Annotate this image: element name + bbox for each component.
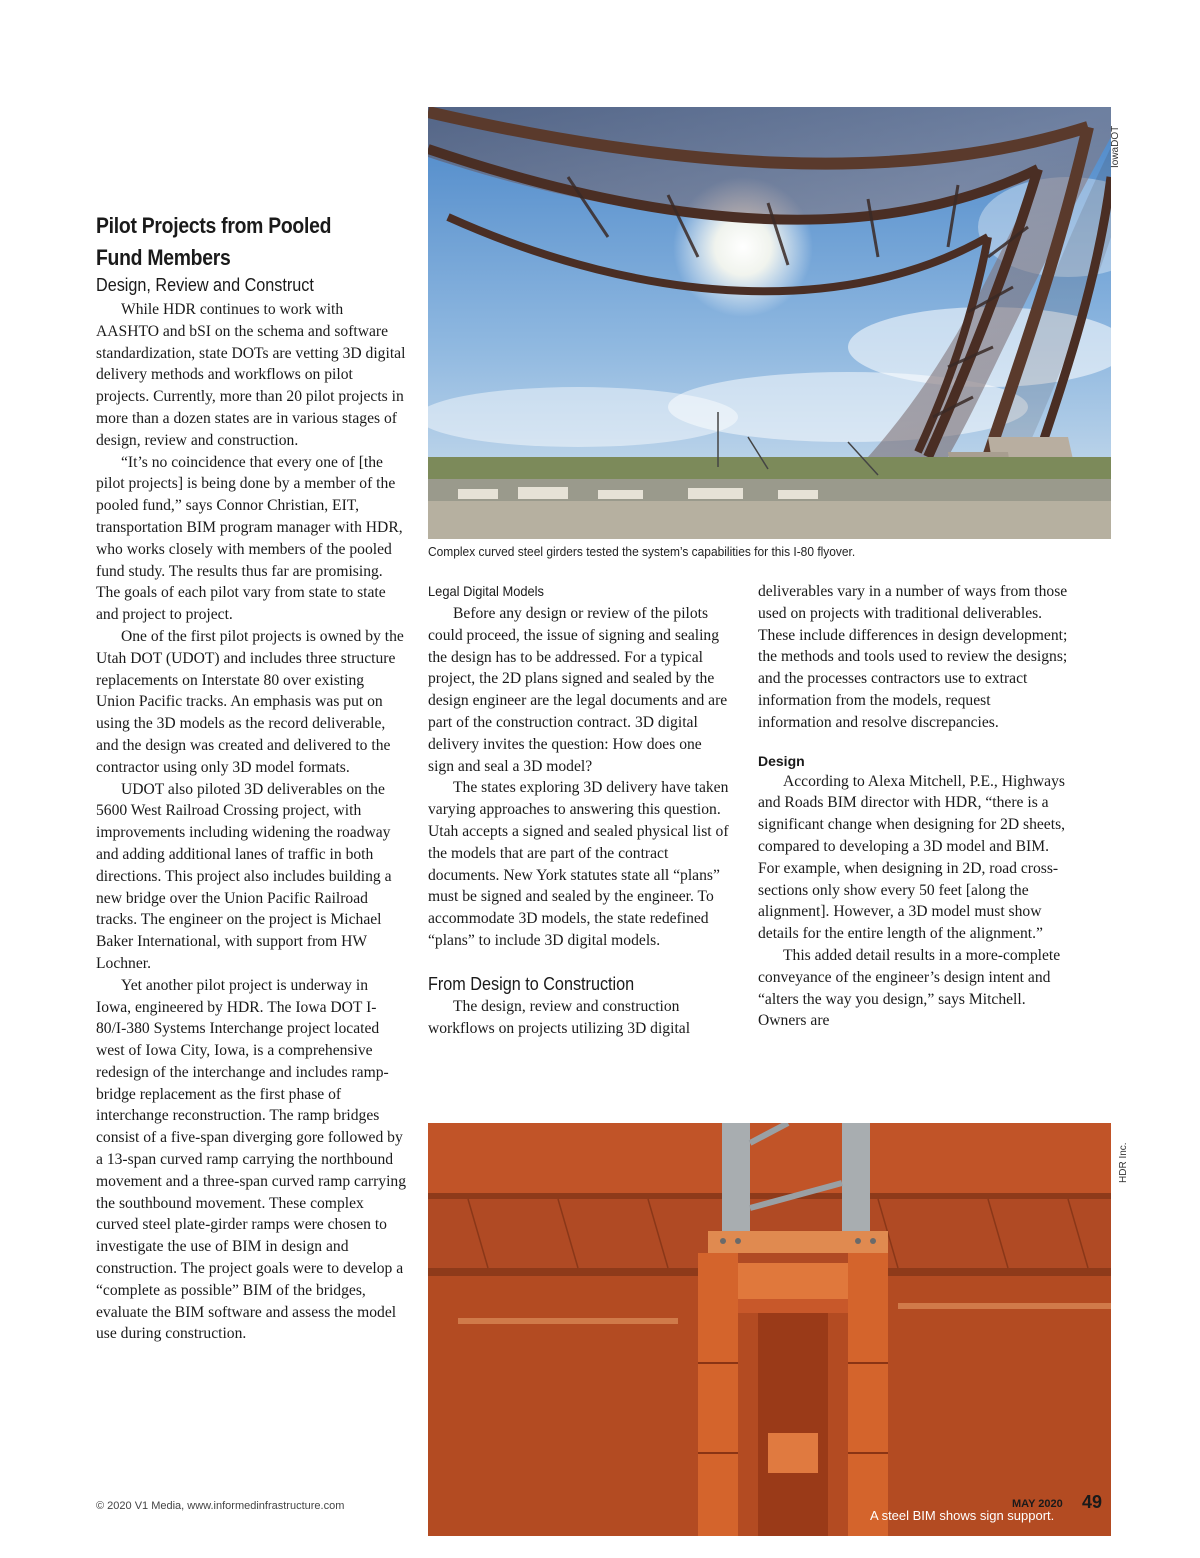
subhead-design: Design	[758, 752, 805, 769]
footer-copyright: © 2020 V1 Media, www.informedinfrastructure.com	[96, 1500, 345, 1512]
photo-caption-steel: A steel BIM shows sign support.	[870, 1508, 1055, 1523]
paragraph: The states exploring 3D delivery have taken varying approaches to answering this question. Utah accepts a signed and sealed physical list of the models that are part of the contract documents. New York statutes state all “plans” must be signed and sealed by the engineer. To accommodate 3D models, the state redefined “plans” to include 3D digital models.	[428, 779, 729, 949]
article-column-3	[758, 581, 1068, 1032]
photo-credit-iowadot: IowaDOT	[1110, 125, 1121, 168]
paragraph: Yet another pilot project is underway in Iowa, engineered by HDR. The Iowa DOT I-80/I-380 Systems Interchange project located west of Iowa City, Iowa, is a comprehensive redesign of the interchange and includes ramp-bridge replacement as the first phase of interchange reconstruction. The ramp bridges consist of a five-span diverging gore followed by a 13-span curved ramp carrying the northbound movement and a three-span curved ramp carrying the southbound movement. These complex curved steel plate-girder ramps were chosen to investigate the use of BIM in design and construction. The project goals were to develop a “complete as possible” BIM of the bridges, evaluate the BIM software and assess the model use during construction.	[96, 976, 407, 1343]
subhead-from-design-to-construction: From Design to Construction	[428, 973, 635, 994]
bridge-flyover-photo	[428, 107, 1111, 539]
paragraph: According to Alexa Mitchell, P.E., Highways and Roads BIM director with HDR, “there is a significant change when designing for 2D sheets, compared to developing a 3D model and BIM. For example, when designing in 2D, road cross-sections only show every 50 feet [along the alignment]. However, a 3D model must show details for the entire length of the alignment.”	[758, 772, 1066, 943]
paragraph: deliverables vary in a number of ways from those used on projects with traditional deliverables. These include differences in design development; the methods and tools used to review the designs; and the processes contractors use to extract information from the models, request information and resolve discrepancies.	[758, 583, 1068, 731]
article-column-1	[96, 299, 406, 1345]
section-subheading: Design, Review and Construct	[96, 275, 314, 295]
paragraph: Before any design or review of the pilots could proceed, the issue of signing and sealing the design has to be addressed. For a typical project, the 2D plans signed and sealed by the design engineer are the legal documents and are part of the construction contract. 3D digital delivery invites the question: How does one sign and seal a 3D model?	[428, 605, 728, 775]
article-column-2	[428, 581, 730, 1039]
minihead-legal-digital-models: Legal Digital Models	[428, 583, 544, 599]
paragraph: While HDR continues to work with AASHTO and bSI on the schema and software standardization, state DOTs are vetting 3D digital delivery methods and workflows on pilot projects. Currently, more than 20 pilot projects in more than a dozen states are in various stages of design, review and construction.	[96, 301, 406, 449]
section-heading: Pilot Projects from Pooled Fund Members	[96, 213, 332, 270]
paragraph: This added detail results in a more-complete conveyance of the engineer’s design intent and “alters the way you design,” says Mitchell. Owners are	[758, 946, 1061, 1030]
photo-caption-bridge: Complex curved steel girders tested the system’s capabilities for this I-80 flyover.	[428, 544, 856, 559]
paragraph: “It’s no coincidence that every one of [the pilot projects] is being done by a member of the pooled fund,” says Connor Christian, EIT, transportation BIM program manager with HDR, who works closely with members of the pooled fund study. The results thus far are promising. The goals of each pilot vary from state to state and project to project.	[96, 453, 403, 624]
paragraph: The design, review and construction workflows on projects utilizing 3D digital	[428, 997, 691, 1037]
paragraph: UDOT also piloted 3D deliverables on the 5600 West Railroad Crossing project, with improvements including widening the roadway and adding additional lanes of traffic in both directions. This project also includes building a new bridge over the Union Pacific Railroad tracks. The engineer on the project is Michael Baker International, with support from HW Lochner.	[96, 780, 392, 972]
footer-issue-date: MAY 2020	[1012, 1498, 1063, 1510]
photo-credit-hdr: HDR Inc.	[1118, 1142, 1129, 1183]
steel-bim-image	[428, 1123, 1111, 1536]
paragraph: One of the first pilot projects is owned by the Utah DOT (UDOT) and includes three structure replacements on Interstate 80 over existing Union Pacific tracks. An emphasis was put on using the 3D models as the record deliverable, and the design was created and delivered to the contractor using only 3D model formats.	[96, 627, 404, 776]
page-number: 49	[1082, 1492, 1103, 1512]
